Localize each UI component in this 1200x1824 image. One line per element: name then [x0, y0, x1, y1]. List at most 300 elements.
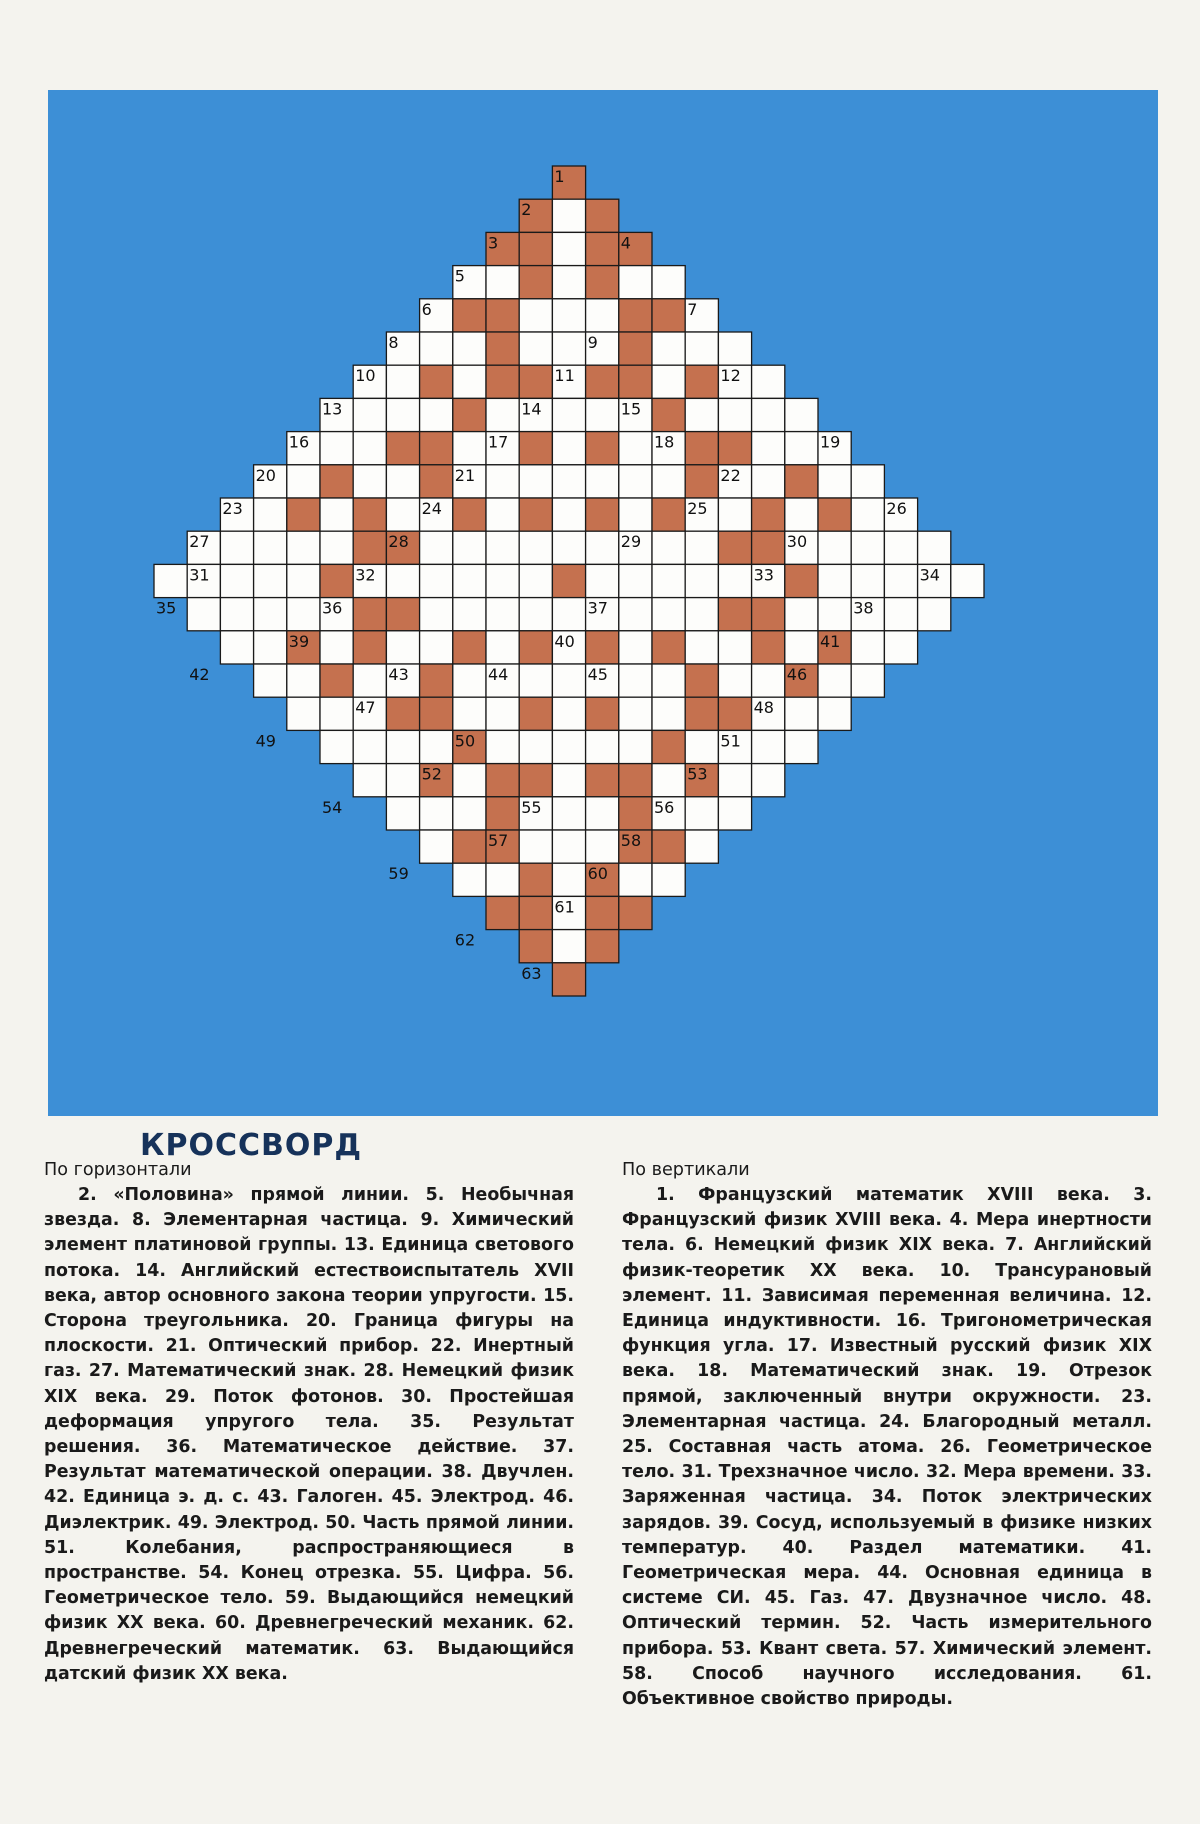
letter-cell[interactable] [386, 631, 419, 664]
letter-cell[interactable] [420, 797, 453, 830]
clue-number: 43 [388, 665, 409, 684]
letter-cell[interactable] [619, 564, 652, 597]
clue-number: 60 [587, 864, 608, 884]
letter-cell[interactable] [785, 432, 818, 465]
shaded-cell [752, 498, 785, 531]
letter-cell[interactable] [818, 598, 851, 631]
shaded-cell [718, 697, 751, 730]
shaded-cell [619, 332, 652, 365]
shaded-cell [818, 498, 851, 531]
letter-cell[interactable] [552, 598, 585, 631]
letter-cell[interactable] [453, 531, 486, 564]
letter-cell[interactable] [254, 598, 287, 631]
letter-cell[interactable] [785, 598, 818, 631]
clue-number: 45 [587, 665, 608, 684]
letter-cell[interactable] [718, 797, 751, 830]
letter-cell[interactable] [420, 631, 453, 664]
shaded-cell [320, 564, 353, 597]
letter-cell[interactable] [386, 365, 419, 398]
letter-cell[interactable] [718, 498, 751, 531]
letter-cell[interactable] [320, 697, 353, 730]
letter-cell[interactable] [519, 564, 552, 597]
letter-cell[interactable] [586, 531, 619, 564]
down-clues [622, 1158, 1152, 1712]
letter-cell[interactable] [785, 498, 818, 531]
letter-cell[interactable] [818, 697, 851, 730]
letter-cell[interactable] [453, 764, 486, 797]
letter-cell[interactable] [918, 531, 951, 564]
clue-number: 54 [322, 797, 343, 817]
clue-number: 40 [554, 631, 575, 651]
letter-cell[interactable] [818, 664, 851, 697]
clue-number: 7 [687, 299, 698, 319]
clue-number: 58 [620, 831, 642, 850]
letter-cell[interactable] [851, 664, 884, 697]
letter-cell[interactable] [287, 465, 320, 498]
letter-cell[interactable] [519, 332, 552, 365]
shaded-cell [453, 830, 486, 863]
clue-number: 50 [454, 731, 476, 751]
letter-cell[interactable] [353, 764, 386, 797]
letter-cell[interactable] [453, 598, 486, 631]
letter-cell[interactable] [453, 365, 486, 398]
letter-cell[interactable] [552, 332, 585, 365]
shaded-cell [353, 498, 386, 531]
shaded-cell [586, 498, 619, 531]
letter-cell[interactable] [652, 564, 685, 597]
shaded-cell [519, 432, 552, 465]
clue-number: 46 [786, 665, 808, 684]
clue-number: 38 [853, 598, 874, 618]
letter-cell[interactable] [552, 432, 585, 465]
letter-cell[interactable] [619, 697, 652, 730]
letter-cell[interactable] [552, 764, 585, 797]
letter-cell[interactable] [420, 564, 453, 597]
clue-number: 37 [587, 598, 608, 618]
letter-cell[interactable] [552, 398, 585, 431]
letter-cell[interactable] [652, 465, 685, 498]
letter-cell[interactable] [254, 498, 287, 531]
letter-cell[interactable] [453, 432, 486, 465]
letter-cell[interactable] [453, 697, 486, 730]
letter-cell[interactable] [619, 498, 652, 531]
letter-cell[interactable] [851, 631, 884, 664]
clue-number: 57 [488, 831, 509, 850]
letter-cell[interactable] [619, 598, 652, 631]
shaded-cell [420, 465, 453, 498]
letter-cell[interactable] [287, 697, 320, 730]
letter-cell[interactable] [386, 730, 419, 763]
clue-number: 1 [554, 167, 565, 186]
shaded-cell [519, 631, 552, 664]
clue-number: 47 [355, 698, 376, 718]
shaded-cell [519, 266, 552, 299]
letter-cell[interactable] [652, 764, 685, 797]
shaded-cell [685, 664, 718, 697]
letter-cell[interactable] [552, 863, 585, 896]
clue-number: 48 [753, 698, 774, 718]
letter-cell[interactable] [685, 797, 718, 830]
clue-number: 53 [687, 764, 708, 784]
shaded-cell [519, 896, 552, 929]
shaded-cell [685, 465, 718, 498]
shaded-cell [519, 498, 552, 531]
letter-cell[interactable] [386, 465, 419, 498]
letter-cell[interactable] [552, 498, 585, 531]
letter-cell[interactable] [785, 398, 818, 431]
shaded-cell [486, 299, 519, 332]
letter-cell[interactable] [619, 664, 652, 697]
letter-cell[interactable] [951, 564, 984, 597]
letter-cell[interactable] [453, 797, 486, 830]
letter-cell[interactable] [586, 299, 619, 332]
shaded-cell [685, 432, 718, 465]
letter-cell[interactable] [619, 863, 652, 896]
letter-cell[interactable] [220, 598, 253, 631]
shaded-cell [652, 730, 685, 763]
letter-cell[interactable] [287, 564, 320, 597]
letter-cell[interactable] [718, 631, 751, 664]
clue-number: 33 [753, 565, 774, 585]
letter-cell[interactable] [785, 697, 818, 730]
letter-cell[interactable] [552, 199, 585, 232]
letter-cell[interactable] [586, 830, 619, 863]
letter-cell[interactable] [918, 598, 951, 631]
shaded-cell [586, 365, 619, 398]
shaded-cell [619, 365, 652, 398]
letter-cell[interactable] [486, 697, 519, 730]
clue-number: 19 [820, 432, 841, 452]
letter-cell[interactable] [652, 598, 685, 631]
shaded-cell [420, 432, 453, 465]
letter-cell[interactable] [685, 598, 718, 631]
letter-cell[interactable] [552, 266, 585, 299]
letter-cell[interactable] [320, 730, 353, 763]
clue-number: 59 [388, 864, 409, 884]
letter-cell[interactable] [254, 564, 287, 597]
letter-cell[interactable] [652, 332, 685, 365]
crossword-title: КРОССВОРД [140, 1128, 363, 1163]
clue-number: 44 [488, 665, 509, 684]
letter-cell[interactable] [685, 398, 718, 431]
letter-cell[interactable] [652, 266, 685, 299]
letter-cell[interactable] [386, 398, 419, 431]
letter-cell[interactable] [519, 830, 552, 863]
shaded-cell [420, 664, 453, 697]
clue-number: 55 [521, 797, 542, 817]
shaded-cell [586, 896, 619, 929]
letter-cell[interactable] [420, 332, 453, 365]
shaded-cell [353, 598, 386, 631]
letter-cell[interactable] [652, 664, 685, 697]
shaded-cell [519, 764, 552, 797]
letter-cell[interactable] [220, 531, 253, 564]
clue-number: 32 [355, 565, 376, 585]
clue-number: 5 [454, 266, 465, 286]
shaded-cell [486, 797, 519, 830]
clue-number: 34 [919, 565, 940, 585]
letter-cell[interactable] [685, 531, 718, 564]
clue-number: 25 [687, 499, 708, 518]
shaded-cell [718, 432, 751, 465]
letter-cell[interactable] [486, 531, 519, 564]
shaded-cell [386, 432, 419, 465]
letter-cell[interactable] [552, 730, 585, 763]
letter-cell[interactable] [818, 531, 851, 564]
letter-cell[interactable] [386, 564, 419, 597]
letter-cell[interactable] [552, 664, 585, 697]
shaded-cell [752, 531, 785, 564]
clue-number: 20 [255, 465, 276, 485]
letter-cell[interactable] [486, 631, 519, 664]
letter-cell[interactable] [519, 598, 552, 631]
letter-cell[interactable] [353, 432, 386, 465]
letter-cell[interactable] [884, 531, 917, 564]
shaded-cell [519, 365, 552, 398]
shaded-cell [685, 697, 718, 730]
letter-cell[interactable] [320, 432, 353, 465]
letter-cell[interactable] [552, 299, 585, 332]
clue-number: 35 [156, 598, 177, 618]
letter-cell[interactable] [486, 498, 519, 531]
letter-cell[interactable] [718, 764, 751, 797]
crossword-grid [48, 90, 1158, 1116]
letter-cell[interactable] [353, 465, 386, 498]
clue-number: 31 [189, 565, 210, 585]
letter-cell[interactable] [220, 564, 253, 597]
shaded-cell [685, 365, 718, 398]
letter-cell[interactable] [718, 398, 751, 431]
letter-cell[interactable] [851, 465, 884, 498]
letter-cell[interactable] [685, 564, 718, 597]
letter-cell[interactable] [552, 830, 585, 863]
clue-number: 18 [654, 432, 675, 452]
letter-cell[interactable] [486, 398, 519, 431]
letter-cell[interactable] [752, 398, 785, 431]
letter-cell[interactable] [353, 730, 386, 763]
across-heading: По горизонтали [44, 1160, 192, 1180]
letter-cell[interactable] [586, 398, 619, 431]
shaded-cell [586, 432, 619, 465]
clue-number: 62 [454, 930, 476, 950]
letter-cell[interactable] [884, 631, 917, 664]
shaded-cell [586, 631, 619, 664]
letter-cell[interactable] [220, 631, 253, 664]
letter-cell[interactable] [519, 465, 552, 498]
letter-cell[interactable] [652, 531, 685, 564]
shaded-cell [619, 797, 652, 830]
letter-cell[interactable] [519, 730, 552, 763]
letter-cell[interactable] [486, 564, 519, 597]
clue-number: 17 [488, 432, 509, 452]
shaded-cell [519, 863, 552, 896]
shaded-cell [386, 697, 419, 730]
letter-cell[interactable] [586, 564, 619, 597]
letter-cell[interactable] [154, 564, 187, 597]
shaded-cell [718, 598, 751, 631]
clue-number: 52 [421, 764, 442, 784]
clue-number: 27 [189, 532, 210, 552]
shaded-cell [420, 365, 453, 398]
letter-cell[interactable] [486, 266, 519, 299]
letter-cell[interactable] [320, 531, 353, 564]
shaded-cell [486, 764, 519, 797]
shaded-cell [752, 631, 785, 664]
letter-cell[interactable] [619, 432, 652, 465]
clue-number: 36 [322, 598, 343, 618]
shaded-cell [586, 266, 619, 299]
letter-cell[interactable] [552, 531, 585, 564]
letter-cell[interactable] [453, 332, 486, 365]
shaded-cell [785, 564, 818, 597]
down-heading: По вертикали [622, 1160, 750, 1180]
shaded-cell [453, 398, 486, 431]
letter-cell[interactable] [453, 564, 486, 597]
clue-number: 10 [355, 366, 376, 386]
letter-cell[interactable] [685, 332, 718, 365]
letter-cell[interactable] [386, 764, 419, 797]
letter-cell[interactable] [586, 797, 619, 830]
clue-number: 22 [720, 465, 741, 485]
letter-cell[interactable] [320, 498, 353, 531]
letter-cell[interactable] [420, 730, 453, 763]
across-clues [44, 1158, 574, 1687]
letter-cell[interactable] [586, 730, 619, 763]
letter-cell[interactable] [652, 365, 685, 398]
letter-cell[interactable] [552, 232, 585, 265]
letter-cell[interactable] [851, 531, 884, 564]
letter-cell[interactable] [718, 564, 751, 597]
shaded-cell [320, 664, 353, 697]
letter-cell[interactable] [851, 498, 884, 531]
letter-cell[interactable] [420, 398, 453, 431]
clue-number: 51 [720, 731, 741, 751]
shaded-cell [552, 963, 585, 996]
letter-cell[interactable] [486, 465, 519, 498]
clue-number: 41 [820, 631, 841, 651]
letter-cell[interactable] [519, 531, 552, 564]
letter-cell[interactable] [386, 797, 419, 830]
letter-cell[interactable] [187, 598, 220, 631]
shaded-cell [785, 465, 818, 498]
letter-cell[interactable] [287, 598, 320, 631]
shaded-cell [586, 697, 619, 730]
letter-cell[interactable] [752, 432, 785, 465]
shaded-cell [353, 531, 386, 564]
letter-cell[interactable] [386, 498, 419, 531]
letter-cell[interactable] [818, 465, 851, 498]
clue-number: 24 [421, 499, 442, 518]
clue-number: 14 [521, 399, 542, 419]
clue-number: 11 [554, 366, 575, 386]
letter-cell[interactable] [652, 863, 685, 896]
clue-number: 56 [654, 797, 675, 817]
shaded-cell [652, 498, 685, 531]
letter-cell[interactable] [785, 730, 818, 763]
letter-cell[interactable] [752, 365, 785, 398]
letter-cell[interactable] [752, 764, 785, 797]
clue-number: 39 [288, 631, 310, 651]
letter-cell[interactable] [718, 664, 751, 697]
letter-cell[interactable] [519, 664, 552, 697]
shaded-cell [552, 564, 585, 597]
letter-cell[interactable] [652, 697, 685, 730]
clue-number: 63 [521, 963, 542, 983]
letter-cell[interactable] [552, 465, 585, 498]
letter-cell[interactable] [586, 465, 619, 498]
letter-cell[interactable] [420, 531, 453, 564]
clue-number: 15 [620, 399, 642, 419]
letter-cell[interactable] [552, 797, 585, 830]
shaded-cell [652, 398, 685, 431]
letter-cell[interactable] [785, 631, 818, 664]
letter-cell[interactable] [752, 730, 785, 763]
letter-cell[interactable] [619, 266, 652, 299]
clue-number: 8 [388, 333, 399, 352]
across-text: 2. «Половина» прямой линии. 5. Необычная звезда. 8. Элементарная частица. 9. Химический элемент платиновой группы. 13. Единица светового потока. 14. Английский естествоиспытатель XVII века, автор основного закона теории упругости. 15. Сторона треугольника. 20. Граница фигуры на плоскости. 21. Оптический прибор. 22. Инертный газ. 27. Математический знак. 28. Немецкий физик XIX века. 29. Поток фотонов. 30. Простейшая деформация упругого тела. 35. Результат решения. 36. Математическое действие. 37. Результат математической операции. 38. Двучлен. 42. Единица э. д. с. 43. Галоген. 45. Электрод. 46. Диэлектрик. 49. Электрод. 50. Часть прямой линии. 51. Колебания, распространяющиеся в пространстве. 54. Конец отрезка. 55. Цифра. 56. Геометрическое тело. 59. Выдающийся немецкий физик XX века. 60. Древнегреческий механик. 62. Древнегреческий математик. 63. Выдающийся датский физик XX века. [44, 1185, 574, 1684]
letter-cell[interactable] [453, 863, 486, 896]
letter-cell[interactable] [353, 664, 386, 697]
letter-cell[interactable] [519, 299, 552, 332]
letter-cell[interactable] [752, 664, 785, 697]
shaded-cell [519, 697, 552, 730]
letter-cell[interactable] [287, 664, 320, 697]
clue-number: 6 [421, 299, 432, 319]
clue-number: 30 [786, 532, 808, 552]
letter-cell[interactable] [320, 631, 353, 664]
letter-cell[interactable] [486, 730, 519, 763]
letter-cell[interactable] [851, 564, 884, 597]
letter-cell[interactable] [818, 564, 851, 597]
letter-cell[interactable] [619, 465, 652, 498]
shaded-cell [619, 896, 652, 929]
letter-cell[interactable] [254, 664, 287, 697]
clue-number: 9 [587, 333, 598, 352]
letter-cell[interactable] [752, 465, 785, 498]
letter-cell[interactable] [619, 631, 652, 664]
shaded-cell [652, 631, 685, 664]
letter-cell[interactable] [884, 564, 917, 597]
clue-number: 61 [554, 897, 575, 917]
clue-number: 49 [255, 731, 276, 751]
clue-number: 28 [388, 532, 409, 552]
letter-cell[interactable] [486, 598, 519, 631]
shaded-cell [320, 465, 353, 498]
clue-number: 42 [189, 665, 210, 684]
letter-cell[interactable] [254, 531, 287, 564]
letter-cell[interactable] [254, 631, 287, 664]
letter-cell[interactable] [718, 332, 751, 365]
clue-number: 12 [720, 366, 741, 386]
letter-cell[interactable] [420, 598, 453, 631]
letter-cell[interactable] [552, 930, 585, 963]
letter-cell[interactable] [884, 598, 917, 631]
letter-cell[interactable] [552, 697, 585, 730]
letter-cell[interactable] [287, 531, 320, 564]
letter-cell[interactable] [685, 830, 718, 863]
letter-cell[interactable] [486, 863, 519, 896]
letter-cell[interactable] [619, 730, 652, 763]
letter-cell[interactable] [685, 730, 718, 763]
clue-number: 23 [222, 499, 243, 518]
letter-cell[interactable] [685, 631, 718, 664]
letter-cell[interactable] [420, 830, 453, 863]
shaded-cell [486, 332, 519, 365]
clue-number: 3 [488, 233, 499, 253]
letter-cell[interactable] [453, 664, 486, 697]
shaded-cell [453, 299, 486, 332]
letter-cell[interactable] [353, 398, 386, 431]
